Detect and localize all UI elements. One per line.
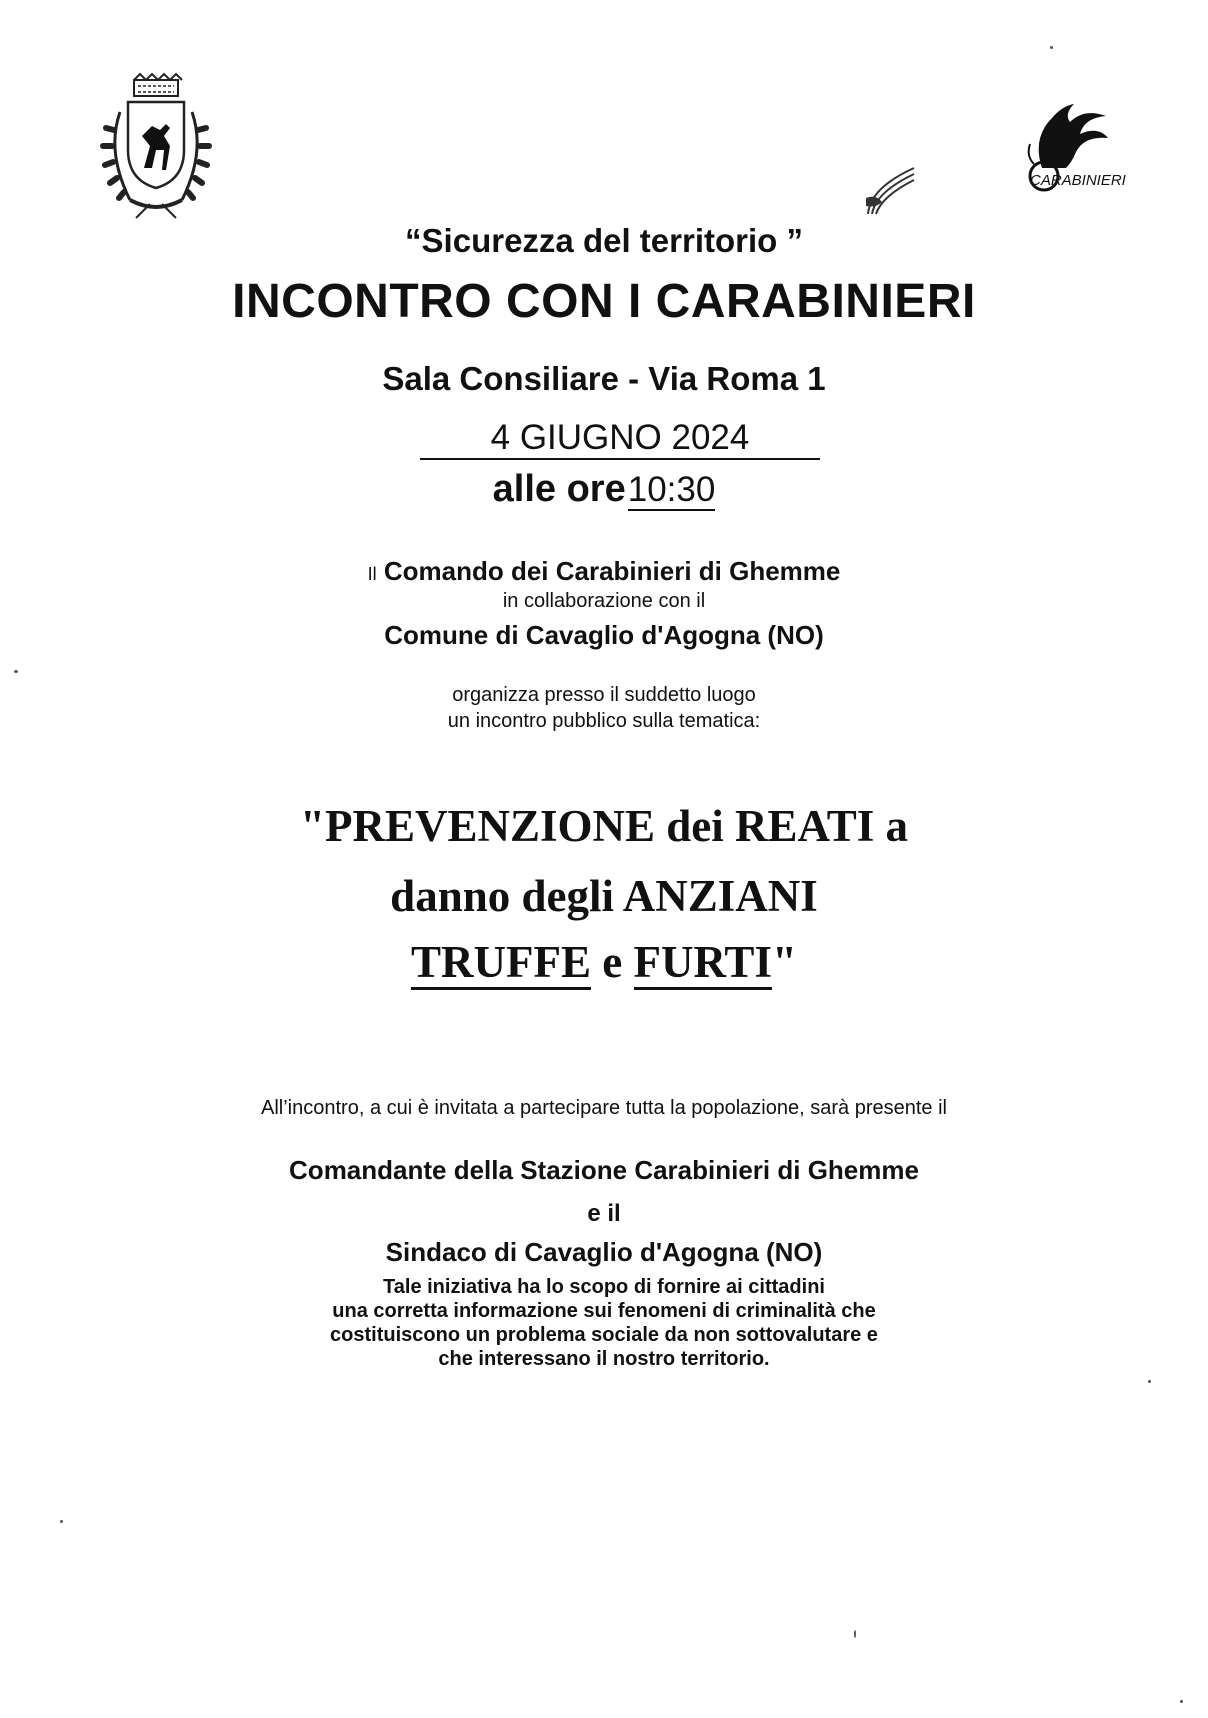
mayor: Sindaco di Cavaglio d'Agogna (NO) [385,1237,823,1267]
event-date: 4 GIUGNO 2024 [420,418,820,460]
time-value: 10:30 [627,470,716,509]
organizer-desc-line2: un incontro pubblico sulla tematica: [447,710,761,732]
theme-line1: "PREVENZIONE dei REATI a [300,801,908,851]
scan-speck [1148,1380,1151,1383]
theme-word-furti: FURTI [634,937,772,990]
scan-speck [14,670,18,673]
organizer-desc-line1: organizza presso il suddetto luogo [452,684,756,706]
page-title: INCONTRO CON I CARABINIERI [232,275,976,328]
scan-speck [854,1630,856,1638]
venue: Sala Consiliare - Via Roma 1 [382,360,826,397]
time-label: alle ore [492,468,626,510]
theme-line3 [0,936,1208,990]
commander: Comandante della Stazione Carabinieri di Ghemme [289,1155,919,1185]
scan-speck [1050,46,1053,49]
carabinieri-emblem-icon [1012,98,1122,208]
theme-word-truffe: TRUFFE [411,937,591,990]
organizer-primary [0,556,1208,587]
subtitle: “Sicurezza del territorio ” [405,222,803,259]
collaboration-text: in collaborazione con il [502,590,706,612]
municipal-crest-icon [100,72,212,224]
scan-speck [60,1520,63,1523]
organizer-prefix: Il [367,564,377,584]
organizer-secondary: Comune di Cavaglio d'Agogna (NO) [384,620,824,650]
flag-streak-icon [862,158,922,220]
and-text: e il [587,1200,621,1227]
purpose-line2: una corretta informazione sui fenomeni di criminalità che [332,1300,876,1322]
theme-line2: danno degli ANZIANI [390,871,818,921]
purpose-line1: Tale iniziativa ha lo scopo di fornire ai cittadini [383,1276,825,1298]
theme-word-e: e [602,937,623,987]
carabinieri-logo-label: CARABINIERI [1030,172,1126,189]
scan-speck [1180,1700,1183,1703]
event-time [0,468,1208,511]
theme-closing-quote: " [771,937,797,987]
invite-text: All’incontro, a cui è invitata a partecipare tutta la popolazione, sarà presente il [261,1097,947,1119]
organizer-primary-name: Comando dei Carabinieri di Ghemme [383,556,841,586]
purpose-line4: che interessano il nostro territorio. [438,1348,770,1370]
purpose-line3: costituiscono un problema sociale da non sottovalutare e [330,1324,878,1346]
